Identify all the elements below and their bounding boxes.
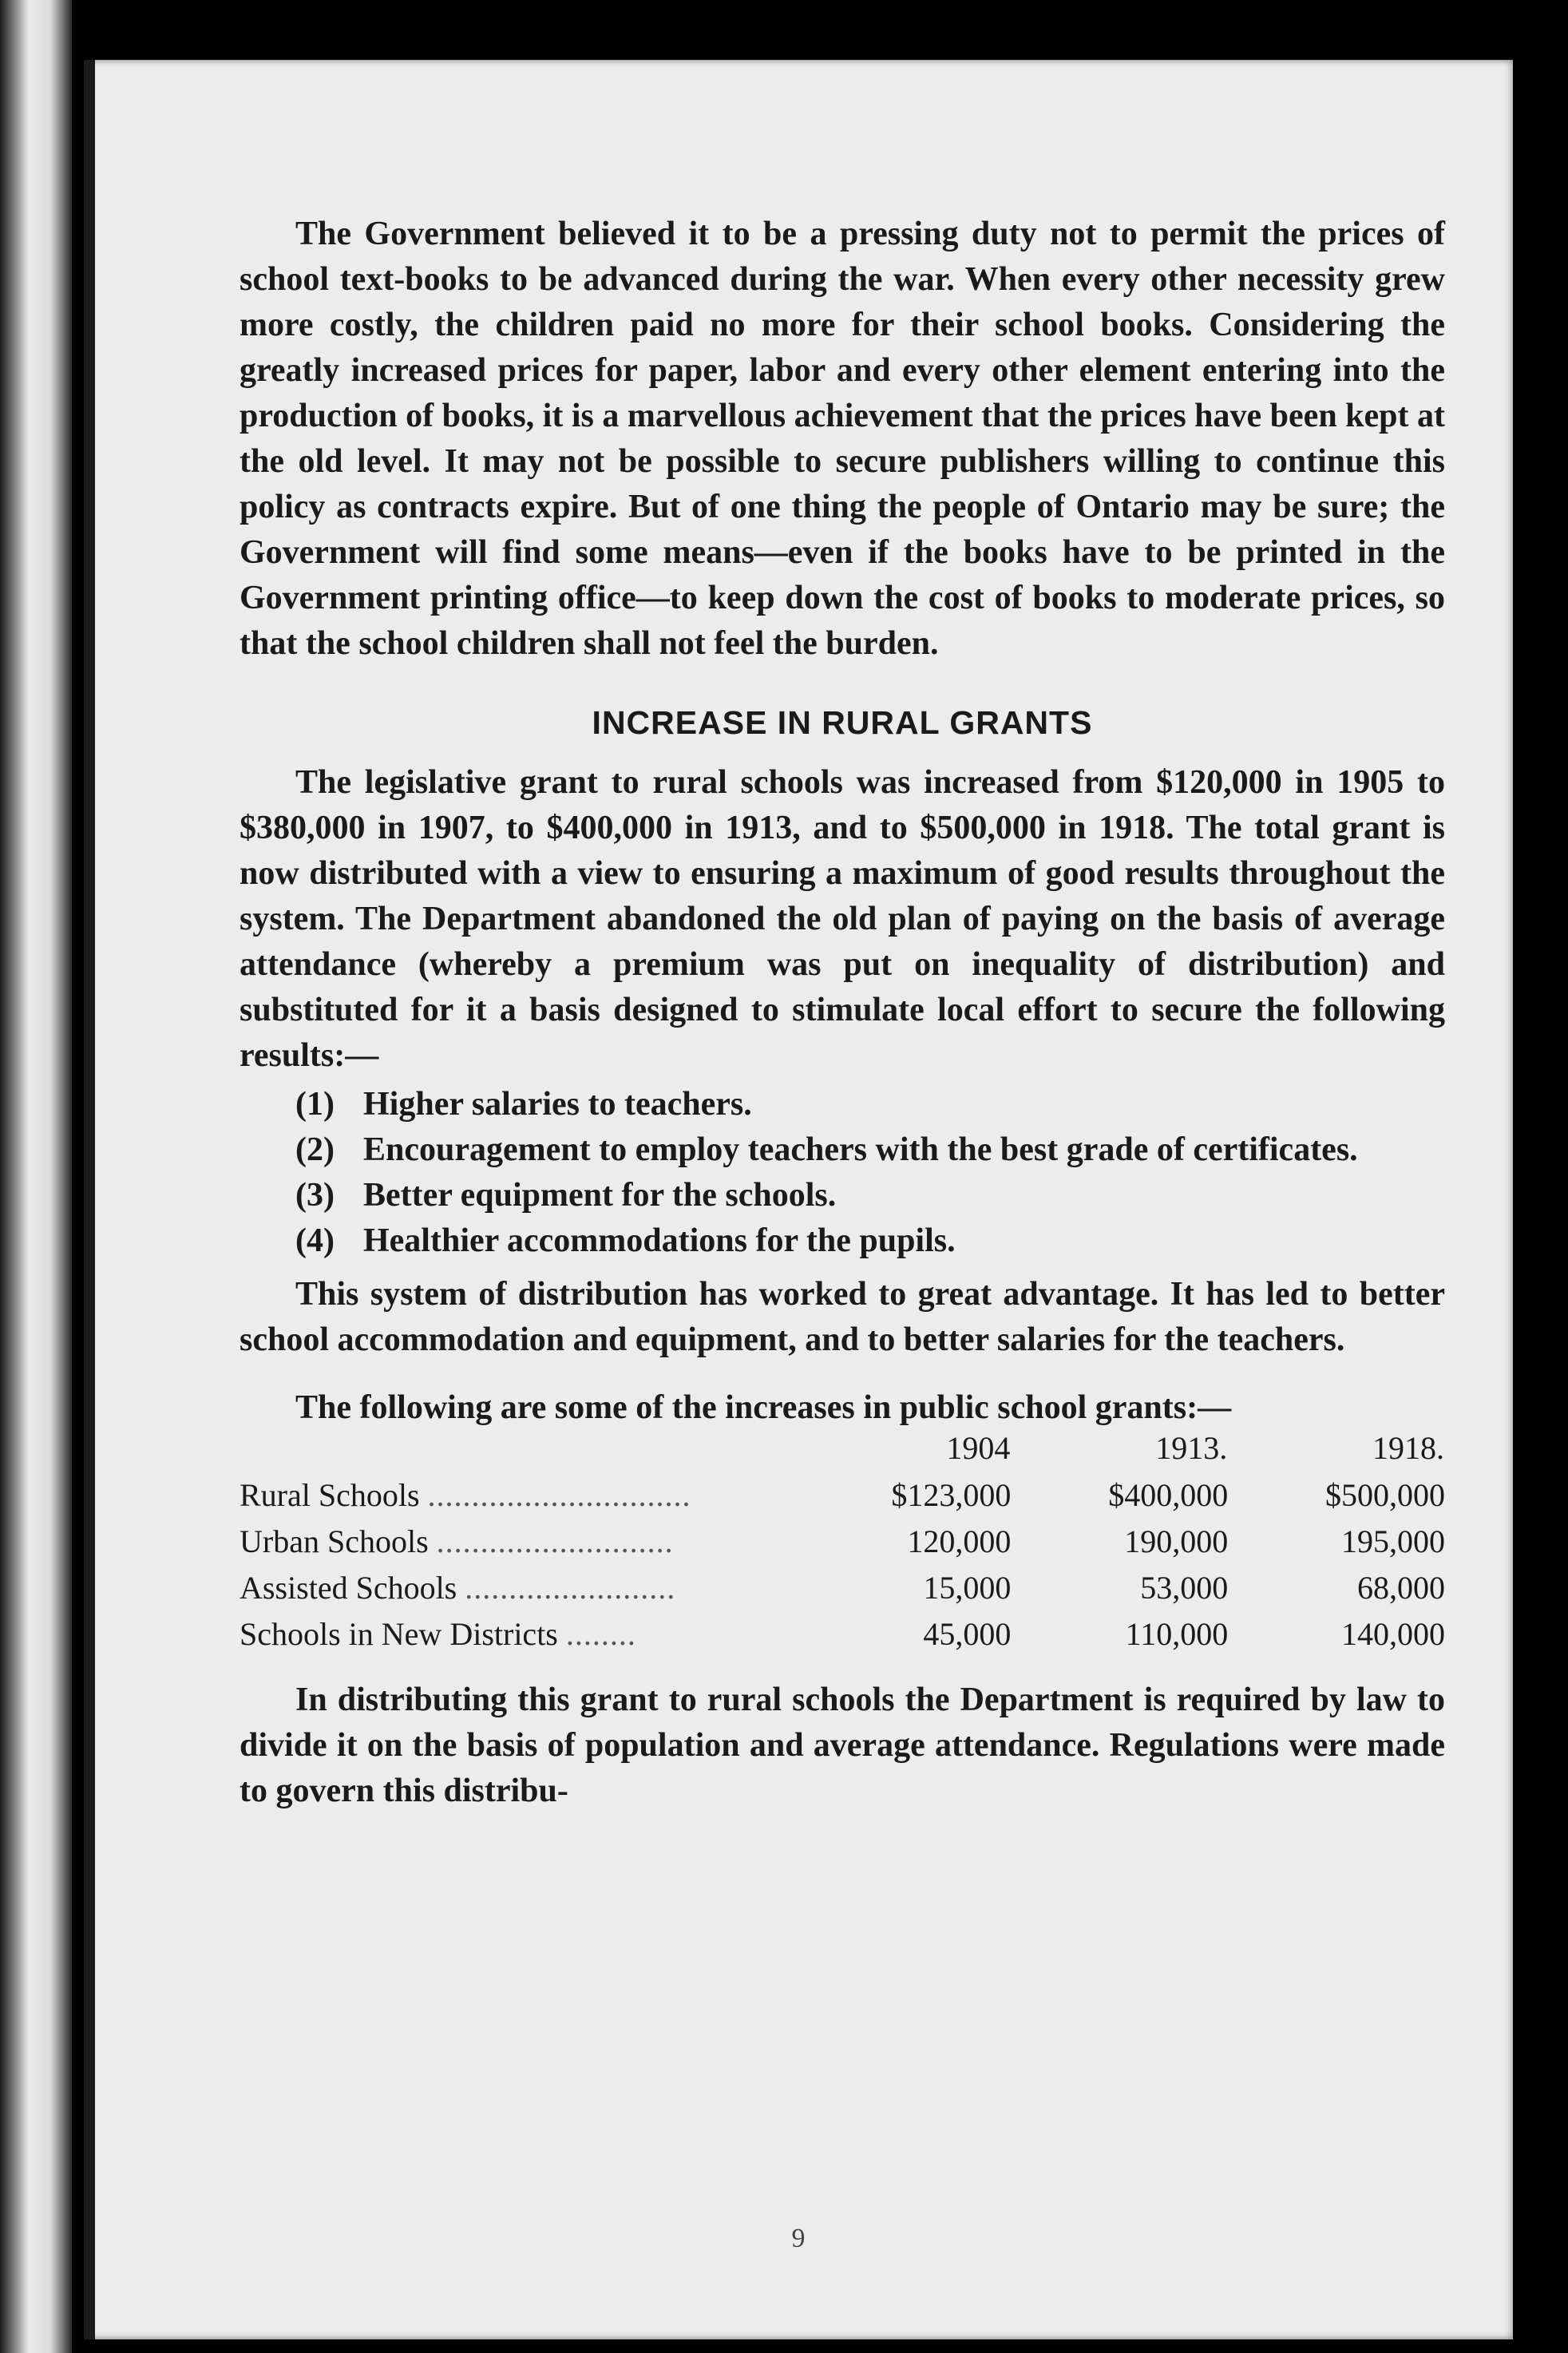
table-header-blank [240, 1424, 794, 1472]
paragraph-distribution: In distributing this grant to rural schools the Department is required by law to divide it on the basis of population and average attendance. Regulations were made to govern this distribu- [240, 1682, 1445, 1809]
table-cell: 110,000 [1125, 1615, 1229, 1652]
paragraph-textbook-prices: The Government believed it to be a pressing duty not to permit the prices of school text-books to be advanced during the war. When every other necessity grew more costly, the children paid no more for their school books. Considering the greatly increased prices for paper, labor and every other element entering into the production of books, it is a marvellous achievement that the prices have been kept at the old level. It may not be possible to secure publishers willing to continue this policy as contracts expire. But of one thing the people of Ontario may be sure; the Government will find some means—even if the books have to be printed in the Government printing office—to keep down the cost of books to moderate prices, so that the school children shall not feel the burden. [240, 216, 1446, 662]
list-item [240, 1218, 1445, 1264]
list-item-number: (3) [295, 1177, 335, 1214]
dot-leader: ........ [565, 1615, 636, 1652]
list-item-text: Healthier accommodations for the pupils. [363, 1222, 956, 1259]
section-heading: INCREASE IN RURAL GRANTS [592, 704, 1093, 741]
paragraph-grants-intro: The following are some of the increases in public school grants:— [295, 1389, 1232, 1426]
table-cell: 45,000 [923, 1615, 1012, 1652]
table-row-label: Schools in New Districts ........ [240, 1615, 636, 1652]
list-item-text: Higher salaries to teachers. [363, 1086, 752, 1123]
table-cell: 120,000 [907, 1523, 1012, 1559]
list-item-text: Encouragement to employ teachers with the best grade of certificates. [363, 1131, 1358, 1168]
document-page [84, 60, 1513, 2339]
grants-table [240, 1424, 1445, 1657]
table-cell: 53,000 [1140, 1569, 1229, 1606]
table-row [240, 1518, 1445, 1564]
list-item-number: (2) [295, 1131, 335, 1168]
table-header-year: 1918. [1372, 1430, 1444, 1466]
table-cell: 195,000 [1341, 1523, 1445, 1559]
page-binding-shadow [84, 60, 95, 2339]
dot-leader: .............................. [427, 1476, 691, 1513]
table-cell: $400,000 [1108, 1476, 1229, 1513]
list-item-text: Better equipment for the schools. [363, 1177, 837, 1214]
list-item [240, 1082, 1445, 1127]
table-header-row [240, 1424, 1445, 1472]
table-cell: 15,000 [923, 1569, 1012, 1606]
table-cell: $500,000 [1325, 1476, 1445, 1513]
list-item-number: (1) [295, 1086, 335, 1123]
table-header-year: 1913. [1155, 1430, 1228, 1466]
list-item-number: (4) [295, 1222, 335, 1259]
page-text [240, 212, 1445, 1814]
dot-leader: ........................... [436, 1523, 674, 1559]
table-row [240, 1472, 1445, 1518]
table-row [240, 1564, 1445, 1610]
table-row [240, 1610, 1445, 1657]
list-item [240, 1127, 1445, 1173]
table-row-label: Urban Schools ........................... [240, 1523, 674, 1559]
results-list [240, 1082, 1445, 1264]
table-header-year: 1904 [946, 1430, 1011, 1466]
page-number: 9 [791, 2224, 806, 2253]
table-cell: $123,000 [891, 1476, 1012, 1513]
table-cell: 190,000 [1124, 1523, 1229, 1559]
table-row-label: Rural Schools .............................. [240, 1476, 691, 1513]
dot-leader: ........................ [465, 1569, 676, 1606]
adjacent-page-edge [0, 0, 72, 2353]
paragraph-legislative-grant: The legislative grant to rural schools was increased from $120,000 in 1905 to $380,000 in 1907, to $400,000 in 1913, and to $500,000 in 1918. The total grant is now distributed with a view to ensuring a maximum of good results throughout the system. The Department abandoned the old plan of paying on the basis of average attendance (whereby a premium was put on inequality of distribution) and substituted for it a basis designed to stimulate local effort to secure the following results:— [240, 764, 1445, 1074]
table-cell: 140,000 [1341, 1615, 1445, 1652]
table-cell: 68,000 [1357, 1569, 1445, 1606]
paragraph-system-advantage: This system of distribution has worked to great advantage. It has led to better school accommodation and equipment, and to better salaries for the teachers. [240, 1276, 1445, 1358]
list-item [240, 1173, 1445, 1218]
table-row-label: Assisted Schools ........................ [240, 1569, 676, 1606]
